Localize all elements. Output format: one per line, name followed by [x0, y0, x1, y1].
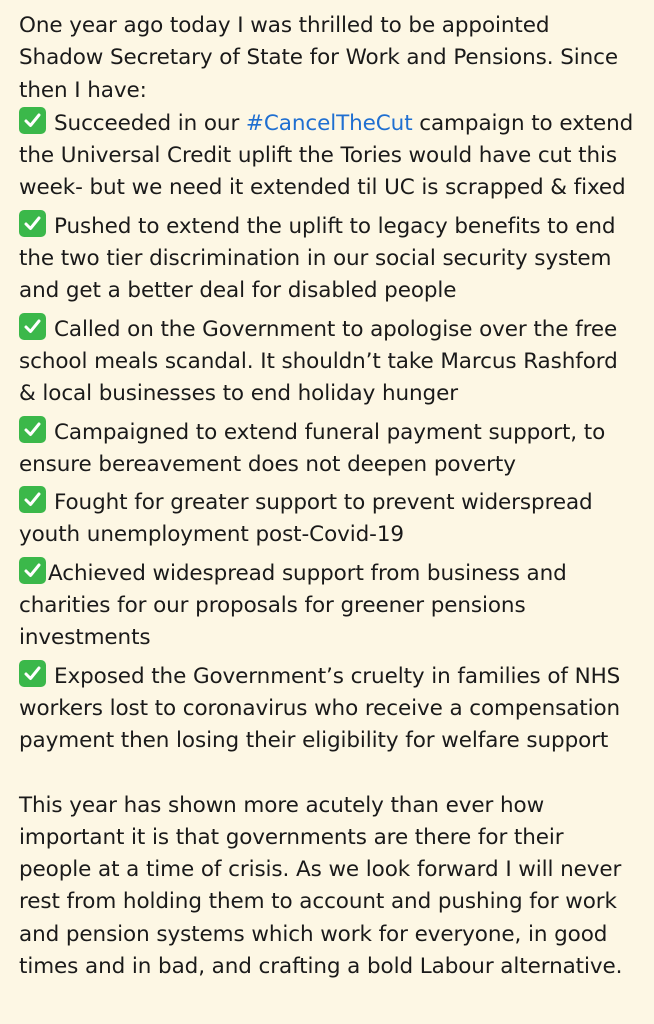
achievement-text: Exposed the Government’s cruelty in families of NHS workers lost to coronavirus who receive a compensation payment then losing their eligibility for welfare support: [19, 663, 621, 754]
achievement-item: [19, 313, 640, 411]
check-mark-icon: [19, 313, 46, 340]
closing-paragraph: This year has shown more acutely than ever how important it is that governments are there for their people at a time of crisis. As we look forward I will never rest from holding them to account and pushing for work and pension systems which work for everyone, in good times and in bad, and crafting a bold Labour alternative.: [19, 792, 623, 980]
check-mark-icon: [19, 416, 46, 443]
achievement-text: Called on the Government to apologise over the free school meals scandal. It shouldn’t take Marcus Rashford & local businesses to end holiday hunger: [19, 316, 618, 407]
achievement-text: Fought for greater support to prevent widerspread youth unemployment post-Covid-19: [19, 490, 593, 548]
achievement-item: [19, 557, 640, 655]
intro-paragraph: One year ago today I was thrilled to be appointed Shadow Secretary of State for Work and Pensions. Since then I have:: [19, 13, 618, 103]
paragraph-spacer: [19, 763, 640, 790]
achievement-item: [19, 416, 640, 482]
achievement-text: Achieved widespread support from business and charities for our proposals for greener pensions investments: [19, 560, 567, 651]
check-mark-icon: [19, 557, 46, 584]
achievement-item: [19, 210, 640, 308]
achievement-text: Campaigned to extend funeral payment support, to ensure bereavement does not deepen poverty: [19, 419, 606, 477]
hashtag-link[interactable]: #CancelTheCut: [245, 110, 413, 136]
achievement-item: [19, 486, 640, 552]
check-mark-icon: [19, 660, 46, 687]
achievement-text-post: campaign to extend the Universal Credit uplift the Tories would have cut this week- but we need it extended til UC is scrapped & fixed: [19, 110, 634, 201]
check-mark-icon: [19, 107, 46, 134]
check-mark-icon: [19, 486, 46, 513]
achievement-text-pre: Succeeded in our: [54, 110, 246, 136]
achievement-text: Pushed to extend the uplift to legacy benefits to end the two tier discrimination in our social security system and get a better deal for disabled people: [19, 213, 616, 304]
check-mark-icon: [19, 210, 46, 237]
achievement-item: [19, 107, 640, 205]
achievement-item: [19, 660, 640, 758]
